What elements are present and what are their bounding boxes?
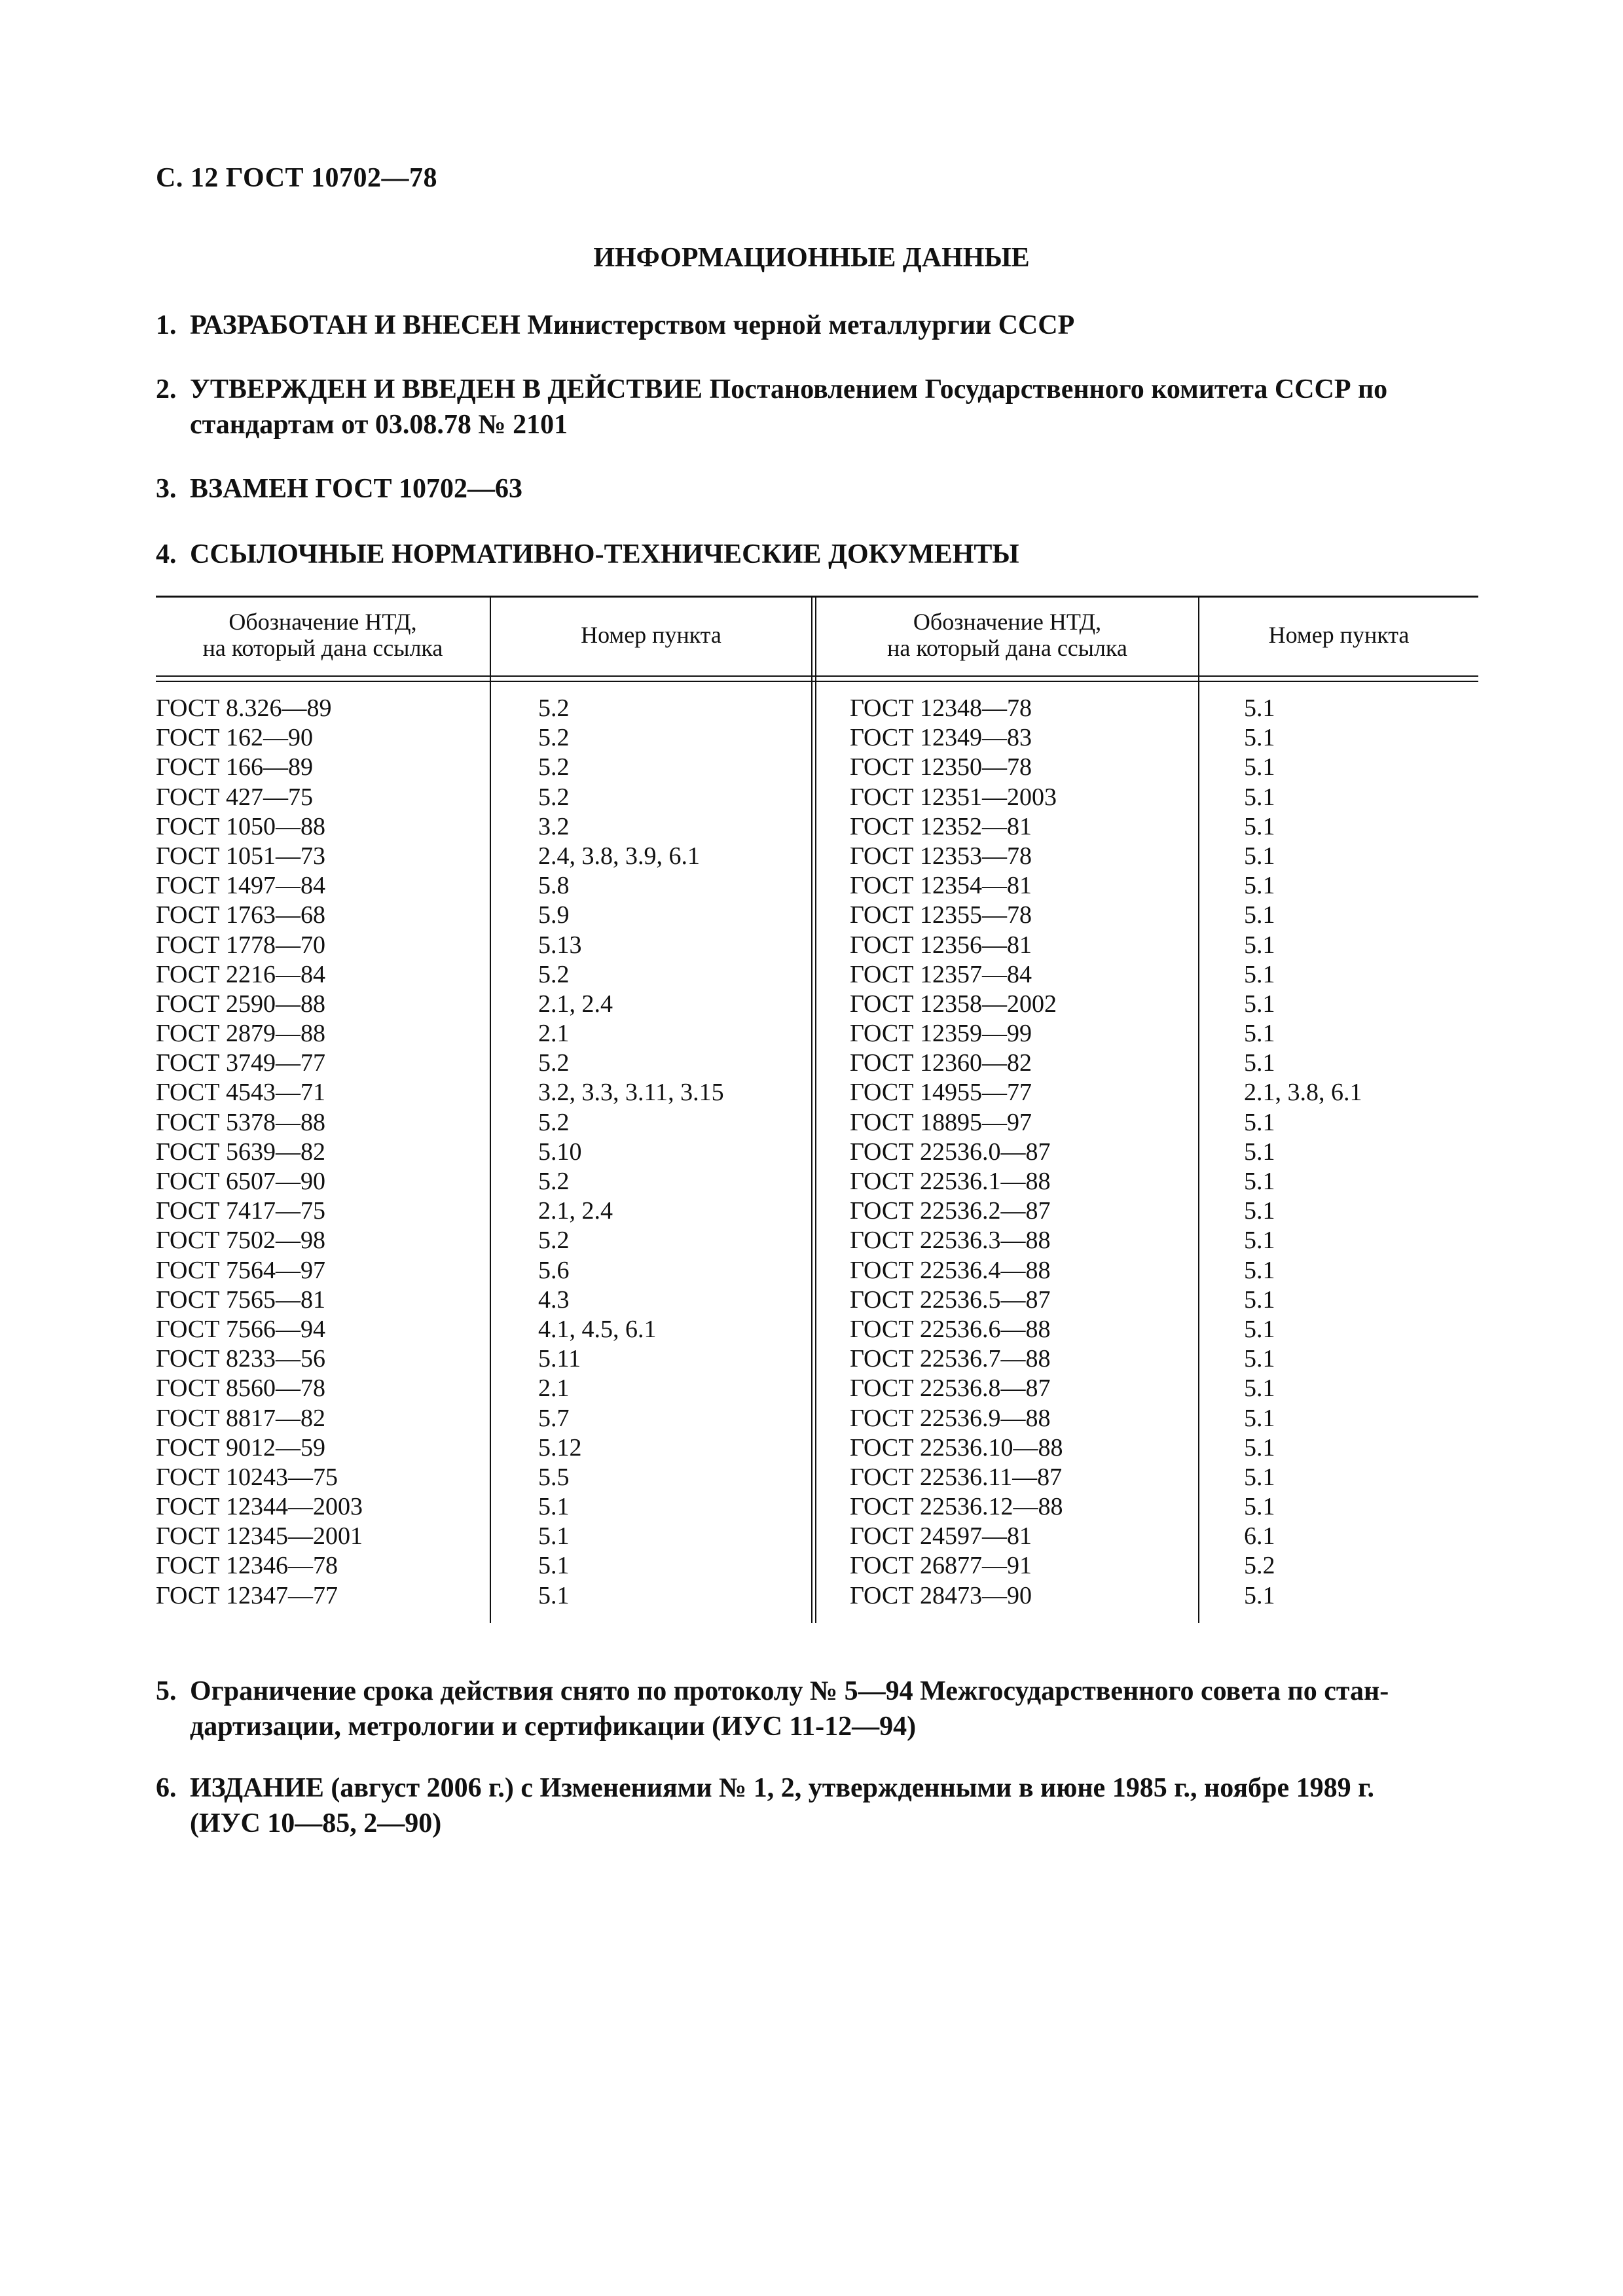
table-cell-item: 5.2 bbox=[538, 960, 570, 988]
right-item-column bbox=[1244, 694, 1362, 1611]
table-cell-item: 5.2 bbox=[538, 783, 570, 811]
table-cell-item: 3.2 bbox=[538, 812, 570, 840]
table-cell-doc: ГОСТ 1050—88 bbox=[156, 812, 325, 840]
table-cell-item: 5.1 bbox=[1244, 753, 1275, 781]
table-cell-doc: ГОСТ 26877—91 bbox=[850, 1552, 1032, 1580]
item-5 bbox=[156, 1674, 1478, 1744]
table-cell-doc: ГОСТ 14955—77 bbox=[850, 1079, 1032, 1107]
table-cell-item: 5.1 bbox=[1244, 812, 1275, 840]
table-cell-item: 6.1 bbox=[1244, 1522, 1275, 1551]
table-cell-doc: ГОСТ 7502—98 bbox=[156, 1227, 325, 1255]
table-cell-item: 5.2 bbox=[538, 694, 570, 722]
table-cell-doc: ГОСТ 12351—2003 bbox=[850, 783, 1057, 811]
table-cell-item: 5.1 bbox=[1244, 694, 1275, 722]
table-cell-doc: ГОСТ 166—89 bbox=[156, 753, 313, 781]
table-cell-item: 5.12 bbox=[538, 1433, 582, 1462]
table-cell-doc: ГОСТ 22536.1—88 bbox=[850, 1168, 1051, 1195]
table-cell-item: 5.1 bbox=[1244, 1020, 1275, 1048]
table-cell-item: 5.1 bbox=[538, 1522, 570, 1551]
table-cell-doc: ГОСТ 9012—59 bbox=[156, 1433, 325, 1462]
table-cell-item: 2.1 bbox=[538, 1020, 570, 1048]
item-number: 4. bbox=[156, 539, 177, 569]
item-continuation: дартизации, метрологии и сертификации (ИУС 11-12—94) bbox=[190, 1712, 917, 1742]
table-cell-item: 5.1 bbox=[1244, 1345, 1275, 1373]
table-cell-item: 5.9 bbox=[538, 901, 570, 929]
table-cell-item: 5.6 bbox=[538, 1256, 570, 1284]
header-rule bbox=[156, 675, 1478, 677]
item-text: (август 2006 г.) с Изменениями № 1, 2, утвержденными в июне 1985 г., ноябре 1989 г. bbox=[323, 1773, 1374, 1803]
table-cell-item: 4.1, 4.5, 6.1 bbox=[538, 1315, 657, 1343]
right-doc-column bbox=[850, 694, 1063, 1611]
table-cell-doc: ГОСТ 427—75 bbox=[156, 783, 313, 811]
table-cell-item: 5.1 bbox=[1244, 901, 1275, 929]
table-cell-doc: ГОСТ 1778—70 bbox=[156, 931, 325, 959]
item-number: 2. bbox=[156, 374, 177, 404]
table-cell-doc: ГОСТ 4543—71 bbox=[156, 1079, 325, 1107]
table-cell-item: 2.4, 3.8, 3.9, 6.1 bbox=[538, 842, 700, 870]
table-cell-doc: ГОСТ 7417—75 bbox=[156, 1197, 325, 1225]
table-cell-doc: ГОСТ 7564—97 bbox=[156, 1256, 325, 1284]
table-cell-doc: ГОСТ 8817—82 bbox=[156, 1404, 325, 1432]
table-cell-doc: ГОСТ 22536.9—88 bbox=[850, 1404, 1051, 1432]
item-number: 6. bbox=[156, 1773, 177, 1803]
table-cell-doc: ГОСТ 7565—81 bbox=[156, 1285, 325, 1314]
table-cell-doc: ГОСТ 6507—90 bbox=[156, 1168, 325, 1195]
column-divider bbox=[1198, 596, 1199, 1623]
table-cell-item: 2.1, 2.4 bbox=[538, 1197, 613, 1225]
table-cell-doc: ГОСТ 12345—2001 bbox=[156, 1522, 363, 1551]
table-cell-doc: ГОСТ 22536.10—88 bbox=[850, 1433, 1063, 1462]
table-cell-doc: ГОСТ 12358—2002 bbox=[850, 990, 1057, 1018]
table-cell-item: 5.1 bbox=[1244, 1256, 1275, 1284]
table-cell-doc: ГОСТ 12348—78 bbox=[850, 694, 1032, 722]
item-lead: РАЗРАБОТАН И ВНЕСЕН bbox=[190, 310, 520, 340]
item-6 bbox=[156, 1770, 1478, 1841]
table-cell-doc: ГОСТ 12344—2003 bbox=[156, 1493, 363, 1521]
table-cell-doc: ГОСТ 8233—56 bbox=[156, 1345, 325, 1373]
table-cell-item: 5.11 bbox=[538, 1345, 581, 1373]
table-cell-doc: ГОСТ 12357—84 bbox=[850, 960, 1032, 988]
table-cell-item: 5.1 bbox=[1244, 783, 1275, 811]
table-cell-item: 5.1 bbox=[1244, 1433, 1275, 1462]
table-cell-doc: ГОСТ 12350—78 bbox=[850, 753, 1032, 781]
table-cell-doc: ГОСТ 12346—78 bbox=[156, 1552, 338, 1580]
table-cell-doc: ГОСТ 24597—81 bbox=[850, 1522, 1032, 1551]
header-cell-item: Номер пункта bbox=[581, 622, 721, 648]
table-cell-item: 5.1 bbox=[538, 1552, 570, 1580]
table-cell-item: 5.2 bbox=[538, 724, 570, 752]
table-cell-item: 5.1 bbox=[1244, 1108, 1275, 1136]
table-cell-doc: ГОСТ 12355—78 bbox=[850, 901, 1032, 929]
table-cell-doc: ГОСТ 8560—78 bbox=[156, 1374, 325, 1403]
item-3 bbox=[156, 471, 1478, 507]
table-cell-item: 5.1 bbox=[1244, 724, 1275, 752]
table-cell-doc: ГОСТ 2590—88 bbox=[156, 990, 325, 1018]
table-cell-doc: ГОСТ 22536.7—88 bbox=[850, 1345, 1051, 1373]
table-cell-item: 5.1 bbox=[538, 1581, 570, 1609]
left-doc-column bbox=[156, 694, 363, 1611]
table-cell-item: 4.3 bbox=[538, 1285, 570, 1314]
left-item-column bbox=[538, 694, 724, 1611]
item-1 bbox=[156, 308, 1478, 343]
table-cell-doc: ГОСТ 2879—88 bbox=[156, 1020, 325, 1048]
table-cell-item: 5.13 bbox=[538, 931, 582, 959]
table-cell-item: 5.2 bbox=[538, 1168, 570, 1195]
table-cell-item: 5.1 bbox=[1244, 1463, 1275, 1491]
table-cell-item: 5.1 bbox=[1244, 1493, 1275, 1521]
table-cell-item: 5.1 bbox=[1244, 960, 1275, 988]
table-cell-item: 2.1, 2.4 bbox=[538, 990, 613, 1018]
table-cell-doc: ГОСТ 1497—84 bbox=[156, 872, 325, 900]
table-cell-doc: ГОСТ 22536.11—87 bbox=[850, 1463, 1063, 1491]
header-cell-doc: Обозначение НТД, на который дана ссылка bbox=[202, 609, 443, 661]
table-cell-item: 5.7 bbox=[538, 1404, 570, 1432]
table-cell-item: 3.2, 3.3, 3.11, 3.15 bbox=[538, 1079, 724, 1107]
table-cell-item: 5.2 bbox=[538, 1227, 570, 1255]
table-cell-doc: ГОСТ 12353—78 bbox=[850, 842, 1032, 870]
table-cell-doc: ГОСТ 12356—81 bbox=[850, 931, 1032, 959]
table-cell-item: 5.1 bbox=[1244, 1581, 1275, 1609]
table-cell-item: 2.1, 3.8, 6.1 bbox=[1244, 1079, 1362, 1107]
header-cell-doc: Обозначение НТД, на который дана ссылка bbox=[887, 609, 1127, 661]
item-lead: ИЗДАНИЕ bbox=[190, 1773, 324, 1803]
table-cell-doc: ГОСТ 8.326—89 bbox=[156, 694, 332, 722]
table-cell-item: 5.1 bbox=[1244, 1227, 1275, 1255]
item-4 bbox=[156, 537, 1478, 572]
table-cell-doc: ГОСТ 7566—94 bbox=[156, 1315, 325, 1343]
table-cell-item: 5.1 bbox=[1244, 931, 1275, 959]
table-cell-item: 5.1 bbox=[1244, 1315, 1275, 1343]
table-cell-doc: ГОСТ 22536.4—88 bbox=[850, 1256, 1051, 1284]
table-cell-doc: ГОСТ 12360—82 bbox=[850, 1049, 1032, 1077]
table-cell-doc: ГОСТ 5378—88 bbox=[156, 1108, 325, 1136]
table-cell-doc: ГОСТ 22536.2—87 bbox=[850, 1197, 1051, 1225]
table-cell-item: 5.10 bbox=[538, 1138, 582, 1166]
table-cell-doc: ГОСТ 12359—99 bbox=[850, 1020, 1032, 1048]
table-cell-doc: ГОСТ 22536.0—87 bbox=[850, 1138, 1051, 1166]
table-cell-doc: ГОСТ 2216—84 bbox=[156, 960, 325, 988]
table-cell-item: 5.8 bbox=[538, 872, 570, 900]
table-cell-item: 5.2 bbox=[538, 1049, 570, 1077]
table-cell-item: 2.1 bbox=[538, 1374, 570, 1403]
table-cell-doc: ГОСТ 5639—82 bbox=[156, 1138, 325, 1166]
item-text: Министерством черной металлургии СССР bbox=[520, 310, 1075, 340]
table-cell-doc: ГОСТ 22536.8—87 bbox=[850, 1374, 1051, 1403]
item-text: Постановлением Государственного комитета СССР по bbox=[702, 374, 1388, 404]
table-cell-doc: ГОСТ 12354—81 bbox=[850, 872, 1032, 900]
table-cell-item: 5.1 bbox=[538, 1493, 570, 1521]
table-cell-doc: ГОСТ 22536.5—87 bbox=[850, 1285, 1051, 1314]
header-cell-item: Номер пункта bbox=[1268, 622, 1410, 648]
item-2 bbox=[156, 372, 1478, 442]
item-number: 3. bbox=[156, 474, 177, 504]
table-cell-item: 5.1 bbox=[1244, 1404, 1275, 1432]
table-cell-doc: ГОСТ 12349—83 bbox=[850, 724, 1032, 752]
item-continuation: (ИУС 10—85, 2—90) bbox=[190, 1808, 442, 1839]
table-cell-item: 5.1 bbox=[1244, 1138, 1275, 1166]
header-rule-double bbox=[156, 681, 1478, 682]
table-cell-doc: ГОСТ 162—90 bbox=[156, 724, 313, 752]
table-cell-doc: ГОСТ 18895—97 bbox=[850, 1108, 1032, 1136]
table-cell-item: 5.1 bbox=[1244, 1168, 1275, 1195]
table-cell-doc: ГОСТ 3749—77 bbox=[156, 1049, 325, 1077]
table-cell-doc: ГОСТ 1763—68 bbox=[156, 901, 325, 929]
column-divider-double bbox=[811, 596, 816, 1623]
item-lead: ВЗАМЕН ГОСТ 10702—63 bbox=[190, 474, 523, 504]
references-table bbox=[156, 596, 1478, 1623]
table-cell-doc: ГОСТ 12347—77 bbox=[156, 1581, 338, 1609]
table-cell-item: 5.1 bbox=[1244, 1049, 1275, 1077]
table-cell-item: 5.2 bbox=[1244, 1552, 1275, 1580]
section-title: ИНФОРМАЦИОННЫЕ ДАННЫЕ bbox=[593, 243, 1030, 273]
table-cell-item: 5.2 bbox=[538, 753, 570, 781]
table-cell-item: 5.5 bbox=[538, 1463, 570, 1491]
table-cell-item: 5.1 bbox=[1244, 990, 1275, 1018]
item-number: 1. bbox=[156, 310, 177, 340]
item-continuation: стандартам от 03.08.78 № 2101 bbox=[190, 410, 568, 440]
table-cell-item: 5.1 bbox=[1244, 1197, 1275, 1225]
column-divider bbox=[490, 596, 491, 1623]
item-lead: ССЫЛОЧНЫЕ НОРМАТИВНО-ТЕХНИЧЕСКИЕ ДОКУМЕНТЫ bbox=[190, 539, 1019, 569]
item-number: 5. bbox=[156, 1676, 177, 1706]
table-cell-doc: ГОСТ 1051—73 bbox=[156, 842, 325, 870]
table-cell-doc: ГОСТ 22536.3—88 bbox=[850, 1227, 1051, 1255]
table-cell-doc: ГОСТ 10243—75 bbox=[156, 1463, 338, 1491]
table-cell-doc: ГОСТ 22536.12—88 bbox=[850, 1493, 1063, 1521]
table-cell-item: 5.1 bbox=[1244, 1374, 1275, 1403]
item-lead: УТВЕРЖДЕН И ВВЕДЕН В ДЕЙСТВИЕ bbox=[190, 374, 703, 404]
table-cell-item: 5.1 bbox=[1244, 872, 1275, 900]
table-cell-item: 5.2 bbox=[538, 1108, 570, 1136]
table-cell-doc: ГОСТ 28473—90 bbox=[850, 1581, 1032, 1609]
table-cell-doc: ГОСТ 12352—81 bbox=[850, 812, 1032, 840]
item-lead: Ограничение срока действия снято по протоколу № 5—94 Межгосударственного совета по стан- bbox=[190, 1676, 1389, 1706]
table-cell-item: 5.1 bbox=[1244, 842, 1275, 870]
table-cell-item: 5.1 bbox=[1244, 1285, 1275, 1314]
page-header: С. 12 ГОСТ 10702—78 bbox=[156, 163, 438, 193]
table-cell-doc: ГОСТ 22536.6—88 bbox=[850, 1315, 1051, 1343]
